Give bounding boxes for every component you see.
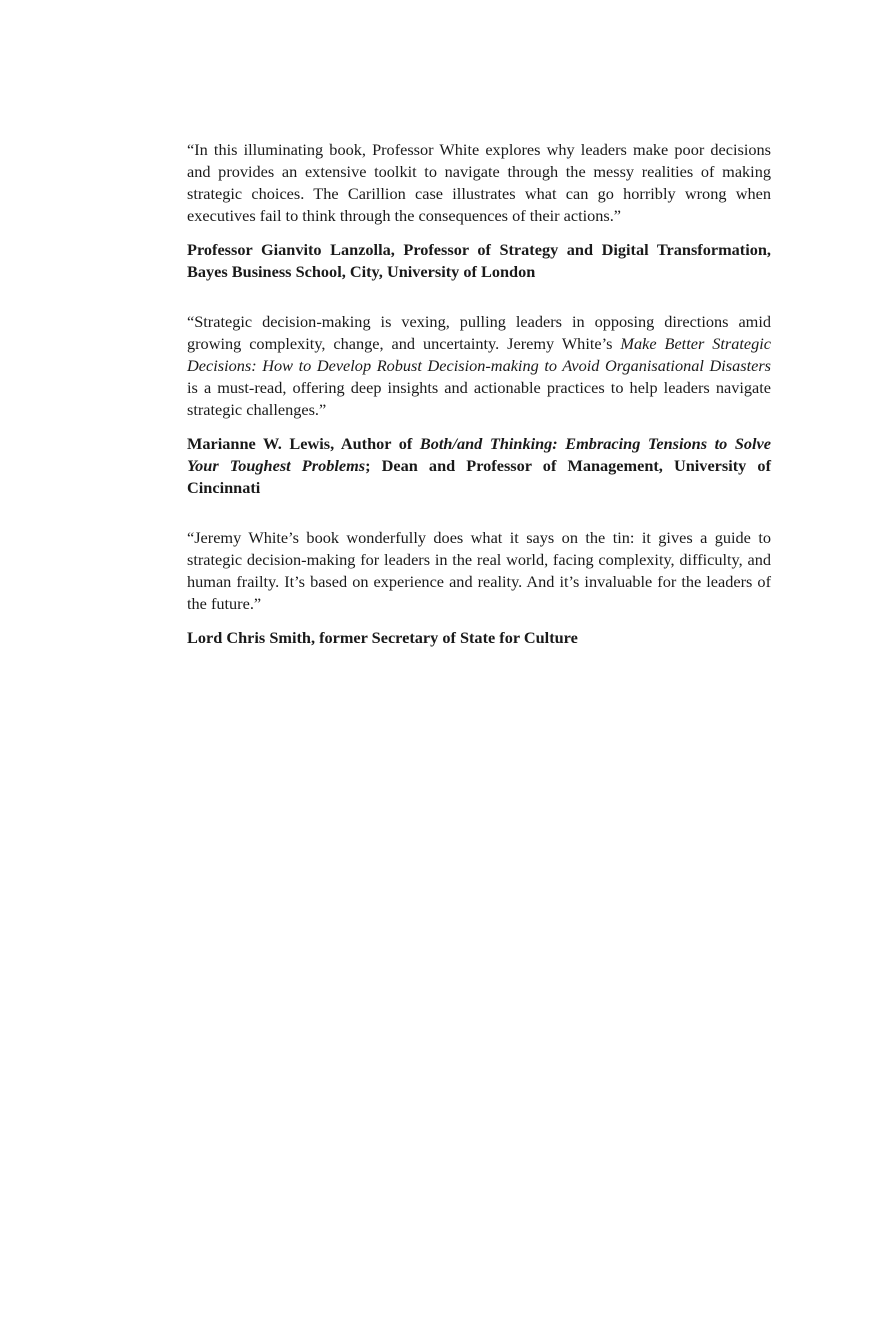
endorsement-attribution [187,433,771,499]
quote-text: is a must-read, offering deep insights and actionable practices to help leaders navigate strategic challenges.” [187,378,771,419]
endorsement-lewis [187,311,771,499]
attribution-text: Marianne W. Lewis, Author of [187,434,420,453]
endorsement-quote: “In this illuminating book, Professor White explores why leaders make poor decisions and provides an extensive toolkit to navigate through the messy realities of making strategic choices. The Carillion case illustrates what can go horribly wrong when executives fail to think through the consequences of their actions.” [187,140,771,225]
endorsements-column [187,139,771,649]
endorsement-quote [187,311,771,421]
endorsement-attribution: Lord Chris Smith, former Secretary of State for Culture [187,628,578,647]
endorsement-quote: “Jeremy White’s book wonderfully does what it says on the tin: it gives a guide to strategic decision-making for leaders in the real world, facing complexity, difficulty, and human frailty. It’s based on experience and reality. And it’s invaluable for the leaders of the future.” [187,528,771,613]
book-title: Make Better Strategic Decisions: How to Develop Robust Decision-making to Avoid Organisational Disasters [187,334,772,375]
endorsement-lanzolla [187,139,771,283]
author-book-title: Both/and Thinking: Embracing Tensions to Solve Your Toughest Problems [187,434,771,475]
endorsement-smith [187,527,771,649]
quote-text: “Strategic decision-making is vexing, pulling leaders in opposing directions amid growing complexity, change, and uncertainty. Jeremy White’s [187,312,771,353]
endorsement-attribution: Professor Gianvito Lanzolla, Professor of Strategy and Digital Transformation, Bayes Business School, City, University of London [187,240,771,281]
attribution-text: ; Dean and Professor of Management, University of Cincinnati [187,456,771,497]
